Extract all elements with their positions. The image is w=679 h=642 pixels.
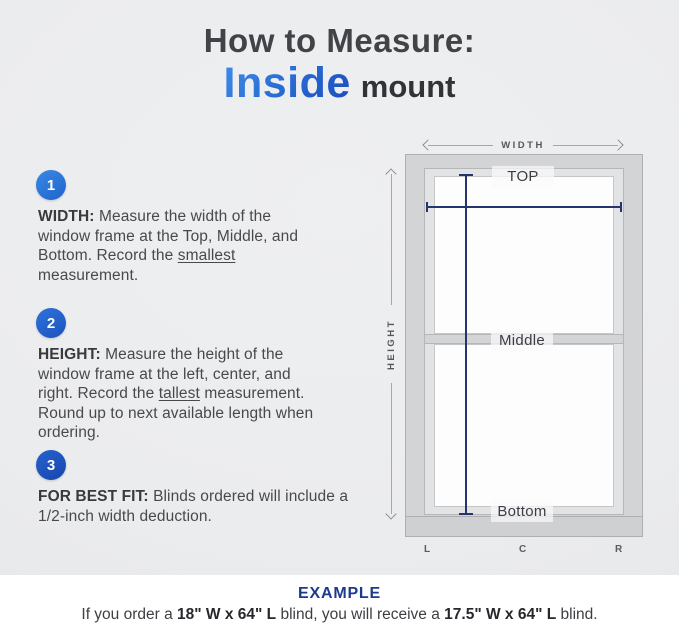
title-line2 (0, 58, 679, 107)
label-middle: Middle (491, 330, 553, 351)
window-pane-bottom (434, 344, 614, 507)
step-2-height (27, 308, 328, 443)
step-2-underline-word: tallest (158, 385, 200, 402)
step-3-body: Blinds ordered will include a 1/2-inch width deduction. (38, 488, 349, 525)
page-title (0, 24, 679, 106)
width-dimension-arrow (424, 138, 622, 152)
step-3-text (38, 487, 356, 526)
label-top: TOP (492, 166, 554, 187)
example-prefix: If you order a (81, 606, 178, 623)
step-2-number-badge: 2 (36, 308, 66, 338)
step-3-label: FOR BEST FIT: (38, 488, 149, 505)
title-highlight-inside: Inside (223, 58, 351, 107)
example-suffix: blind. (556, 606, 598, 623)
window-pane-top (434, 176, 614, 334)
title-line1: How to Measure: (203, 22, 476, 59)
step-2-body-end: measurement. Round up to next available length when ordering. (38, 385, 314, 441)
height-measure-line (465, 174, 467, 515)
example-received-size: 17.5" W x 64" L (444, 606, 557, 623)
arrow-up-icon (385, 168, 396, 179)
step-2-body: Measure the height of the window frame at the left, center, and right. Record the (38, 346, 291, 402)
width-arrow-line-left (428, 145, 493, 146)
step-1-label: WIDTH: (38, 208, 95, 225)
step-2-label: HEIGHT: (38, 346, 101, 363)
height-arrow-line-top (391, 174, 392, 305)
height-arrow-line-bottom (391, 383, 392, 514)
example-section (0, 575, 679, 642)
example-middle: blind, you will receive a (276, 606, 445, 623)
step-1-underline-word: smallest (177, 247, 236, 264)
step-1-body-end: measurement. (38, 266, 139, 284)
step-3-number-badge: 3 (36, 450, 66, 480)
width-arrow-line-right (553, 145, 618, 146)
step-2-text (38, 345, 328, 443)
marker-center: C (519, 544, 527, 555)
marker-left: L (424, 544, 431, 555)
arrow-down-icon (385, 508, 396, 519)
step-3-best-fit (27, 450, 356, 526)
width-measure-line (426, 206, 622, 208)
step-1-text (38, 207, 306, 285)
height-arrow-label-wrap (383, 305, 399, 383)
title-suffix-mount: mount (360, 68, 456, 104)
step-1-body: Measure the width of the window frame at the Top, Middle, and Bottom. Record the (38, 208, 299, 264)
marker-right: R (615, 544, 623, 555)
height-dimension-arrow (383, 170, 399, 518)
step-1-number-badge: 1 (36, 170, 66, 200)
example-heading: EXAMPLE (298, 585, 381, 602)
example-ordered-size: 18" W x 64" L (177, 606, 277, 623)
label-bottom: Bottom (491, 501, 553, 522)
arrow-left-icon (422, 139, 433, 150)
width-arrow-label: WIDTH (501, 139, 545, 151)
step-1-width (27, 170, 306, 285)
height-arrow-label: HEIGHT (385, 318, 397, 370)
arrow-right-icon (612, 139, 623, 150)
example-sentence (0, 606, 679, 624)
